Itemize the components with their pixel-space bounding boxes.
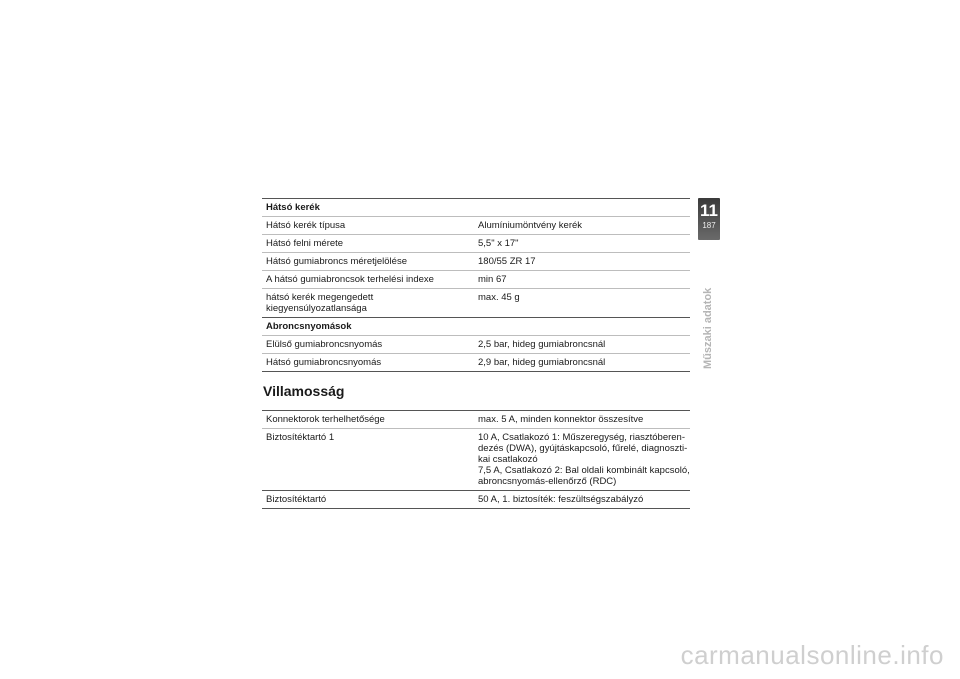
- row-label: Hátsó gumiabroncs méretjelölése: [266, 256, 407, 267]
- row-value: max. 45 g: [478, 292, 520, 303]
- row-label: Hátsó felni mérete: [266, 238, 344, 249]
- table-row: [262, 253, 690, 271]
- electrical-heading: Villamosság: [263, 383, 345, 399]
- row-label: Konnektorok terhelhetősége: [266, 414, 385, 425]
- watermark: carmanualsonline.info: [680, 640, 944, 670]
- table-row: [262, 235, 690, 253]
- row-label: Biztosítéktartó: [266, 494, 327, 505]
- table-row: [262, 336, 690, 354]
- chapter-number: 11: [700, 201, 718, 220]
- page-number: 187: [702, 221, 716, 230]
- row-value: 2,9 bar, hideg gumiabroncsnál: [478, 357, 606, 368]
- spec-content: [262, 198, 690, 509]
- value-line: 10 A, Csatlakozó 1: Műszeregység, riasztóberen-: [478, 432, 685, 443]
- side-title-text: Műszaki adatok: [702, 287, 714, 369]
- row-value: 50 A, 1. biztosíték: feszültségszabályzó: [478, 494, 644, 505]
- row-label: A hátsó gumiabroncsok terhelési indexe: [266, 274, 434, 285]
- table-row: [262, 289, 690, 318]
- table-row: [262, 217, 690, 235]
- value-line: dezés (DWA), gyújtáskapcsoló, fűrelé, diagnoszti-: [478, 443, 688, 454]
- row-label: Hátsó kerék típusa: [266, 220, 346, 231]
- row-label: hátsó kerék megengedett kiegyensúlyozatlansága: [266, 292, 374, 314]
- row-label: Elülső gumiabroncsnyomás: [266, 339, 383, 350]
- row-value: 5,5" x 17": [478, 238, 519, 249]
- row-label: Hátsó gumiabroncsnyomás: [266, 357, 382, 368]
- table-row: [262, 491, 690, 509]
- value-line: kai csatlakozó: [478, 454, 538, 465]
- row-label: Biztosítéktartó 1: [266, 432, 335, 443]
- row-value: Alumíniumöntvény kerék: [478, 220, 583, 231]
- value-line: abroncsnyomás-ellenőrző (RDC): [478, 476, 617, 487]
- row-value: 2,5 bar, hideg gumiabroncsnál: [478, 339, 606, 350]
- table-row: [262, 354, 690, 372]
- table-row: [262, 271, 690, 289]
- row-value: 180/55 ZR 17: [478, 256, 536, 267]
- table-row: [262, 411, 690, 429]
- tire-pressure-heading: Abroncsnyomások: [262, 318, 690, 336]
- chapter-tab: [698, 198, 720, 240]
- value-line: 7,5 A, Csatlakozó 2: Bal oldali kombinált kapcsoló,: [478, 465, 690, 476]
- row-value: max. 5 A, minden konnektor összesítve: [478, 414, 644, 425]
- rear-wheel-heading: Hátsó kerék: [262, 199, 690, 217]
- row-value: [474, 429, 690, 490]
- table-row: [262, 429, 690, 491]
- row-value: min 67: [478, 274, 507, 285]
